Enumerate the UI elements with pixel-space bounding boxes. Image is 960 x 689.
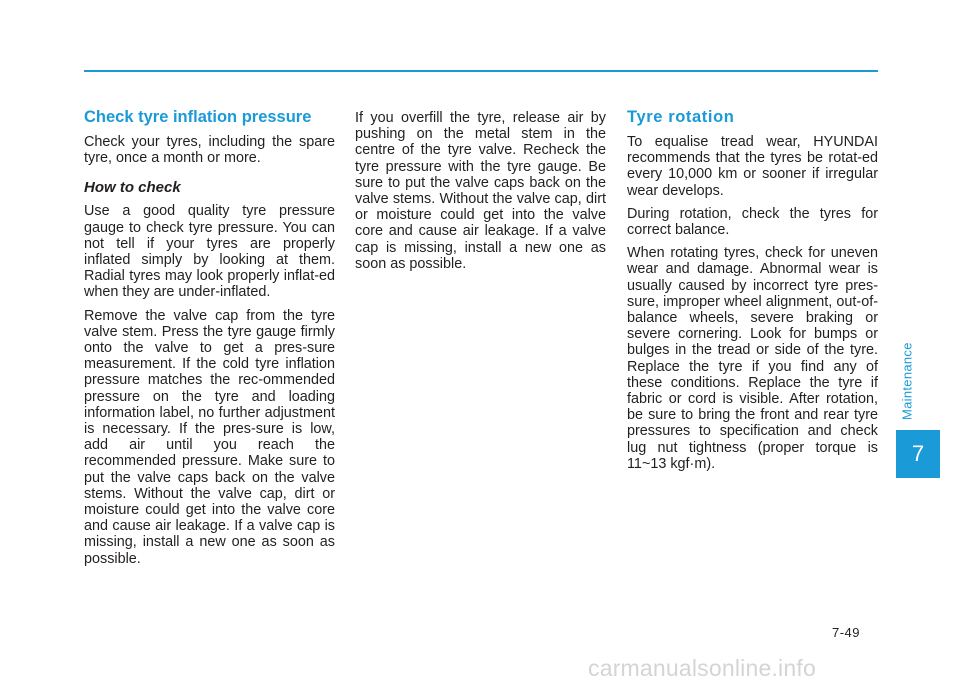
section-heading-rotation: Tyre rotation	[627, 108, 735, 126]
paragraph: To equalise tread wear, HYUNDAI recommends that the tyres be rotat-ed every 10,000 km or sooner if irregular wear develops.	[627, 134, 878, 199]
subheading-how-to-check: How to check	[84, 179, 181, 197]
intro-paragraph: Check your tyres, including the spare tyre, once a month or more.	[84, 134, 335, 167]
section-heading-inflation: Check tyre inflation pressure	[84, 108, 312, 126]
paragraph: Remove the valve cap from the tyre valve stem. Press the tyre gauge firmly onto the valve to get a pres-sure measurement. If the cold tyre inflation pressure matches the rec-ommended pressure on the tyre and loading information label, no further adjustment is necessary. If the pres-sure is low, add air until you reach the recommended pressure. Make sure to put the valve caps back on the valve stems. Without the valve cap, dirt or moisture could get into the valve core and cause air leakage. If a valve cap is missing, install a new one as soon as possible.	[84, 307, 335, 567]
chapter-side-label: Maintenance	[899, 342, 915, 420]
column-left	[84, 108, 335, 574]
paragraph: When rotating tyres, check for uneven wear and damage. Abnormal wear is usually caused by incorrect tyre pres-sure, improper wheel alignment, out-of-balance wheels, severe braking or severe cornering. Look for bumps or bulges in the tread or side of the tyre. Replace the tyre if you find any of these conditions. Replace the tyre if fabric or cord is visible. After rotation, be sure to bring the front and rear tyre pressures to specification and check lug nut tightness (proper torque is 11~13 kgf·m).	[627, 245, 878, 472]
paragraph: Use a good quality tyre pressure gauge to check tyre pressure. You can not tell if your tyres are properly inflated simply by looking at them. Radial tyres may look properly inflat-ed when they are under-inflated.	[84, 203, 335, 301]
chapter-tab	[896, 430, 940, 478]
paragraph: During rotation, check the tyres for correct balance.	[627, 205, 878, 239]
column-right	[627, 108, 878, 479]
watermark: carmanualsonline.info	[588, 655, 816, 681]
paragraph: If you overfill the tyre, release air by pushing on the metal stem in the centre of the tyre valve. Recheck the tyre pressure with the tyre gauge. Be sure to put the valve caps back on the valve stems. Without the valve cap, dirt or moisture could get into the valve core and cause air leakage. If a valve cap is missing, install a new one as soon as possible.	[355, 110, 606, 272]
page-number: 7-49	[832, 625, 861, 640]
header-rule	[84, 70, 878, 72]
column-middle	[355, 110, 606, 279]
chapter-number: 7	[911, 441, 925, 466]
